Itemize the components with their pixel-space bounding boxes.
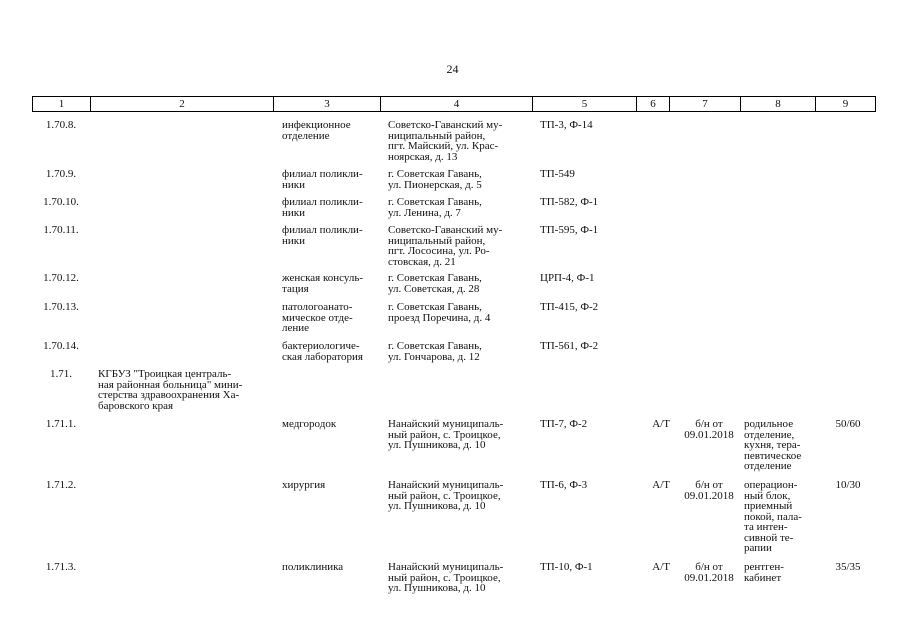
- power-value: 50/60: [835, 418, 861, 430]
- address: Нанайский муниципаль- ный район, с. Троицкое, ул. Пушникова, д. 10: [388, 479, 504, 512]
- row-number: 1.71.1.: [45, 418, 77, 430]
- header-col-1: 1: [32, 96, 91, 112]
- power-source: ТП-549: [540, 168, 575, 180]
- address: Нанайский муниципаль- ный район, с. Троицкое, ул. Пушникова, д. 10: [388, 418, 504, 451]
- premises: рентген- кабинет: [744, 561, 784, 584]
- header-col-7: 7: [670, 96, 741, 112]
- power-source: ТП-415, Ф-2: [540, 301, 599, 313]
- facility: патологоанато- мическое отде- ление: [282, 301, 353, 334]
- address: г. Советская Гавань, проезд Поречина, д. 4: [388, 301, 491, 324]
- facility: поликлиника: [282, 561, 344, 573]
- power-source: ЦРП-4, Ф-1: [540, 272, 595, 284]
- power-source: ТП-582, Ф-1: [540, 196, 599, 208]
- table-header: [32, 96, 876, 112]
- row-number: 1.71.3.: [45, 561, 77, 573]
- facility: женская консуль- тация: [282, 272, 364, 295]
- power-source: ТП-10, Ф-1: [540, 561, 593, 573]
- row-number: 1.70.10.: [43, 196, 79, 208]
- power-value: 10/30: [835, 479, 861, 491]
- facility: филиал поликли- ники: [282, 168, 363, 191]
- header-col-9: 9: [816, 96, 876, 112]
- header-col-5: 5: [533, 96, 637, 112]
- header-col-3: 3: [274, 96, 381, 112]
- category: А/Т: [652, 561, 670, 573]
- power-source: ТП-6, Ф-3: [540, 479, 588, 491]
- row-number: 1.70.9.: [45, 168, 77, 180]
- power-source: ТП-7, Ф-2: [540, 418, 588, 430]
- organization-name: КГБУЗ "Троицкая централь- ная районная больница" мини- стерства здравоохранения Ха- баровского края: [98, 368, 243, 412]
- header-col-6: 6: [637, 96, 670, 112]
- row-number: 1.70.8.: [45, 119, 77, 131]
- premises: родильное отделение, кухня, тера- певтическое отделение: [744, 418, 802, 472]
- power-value: 35/35: [835, 561, 861, 573]
- power-source: ТП-561, Ф-2: [540, 340, 599, 352]
- row-number: 1.71.: [50, 368, 72, 380]
- document: б/н от 09.01.2018: [684, 479, 734, 502]
- document: б/н от 09.01.2018: [684, 561, 734, 584]
- header-col-2: 2: [91, 96, 274, 112]
- header-col-4: 4: [381, 96, 533, 112]
- facility: бактериологиче- ская лаборатория: [282, 340, 363, 363]
- facility: филиал поликли- ники: [282, 224, 363, 247]
- page-number: 24: [446, 62, 459, 76]
- power-source: ТП-3, Ф-14: [540, 119, 593, 131]
- row-number: 1.70.13.: [43, 301, 79, 313]
- premises: операцион- ный блок, приемный покой, пала- та интен- сивной те- рапии: [744, 479, 802, 554]
- facility: инфекционное отделение: [282, 119, 351, 142]
- power-source: ТП-595, Ф-1: [540, 224, 599, 236]
- address: Советско-Гаванский му- ниципальный район, пгт. Майский, ул. Крас- ноярская, д. 13: [388, 119, 503, 163]
- address: г. Советская Гавань, ул. Ленина, д. 7: [388, 196, 482, 219]
- address: г. Советская Гавань, ул. Советская, д. 28: [388, 272, 482, 295]
- facility: филиал поликли- ники: [282, 196, 363, 219]
- row-number: 1.70.12.: [43, 272, 79, 284]
- address: Советско-Гаванский му- ниципальный район, пгт. Лососина, ул. Ро- стовская, д. 21: [388, 224, 503, 268]
- header-col-8: 8: [741, 96, 816, 112]
- facility: медгородок: [282, 418, 337, 430]
- row-number: 1.70.11.: [43, 224, 79, 236]
- address: г. Советская Гавань, ул. Гончарова, д. 12: [388, 340, 482, 363]
- row-number: 1.71.2.: [45, 479, 77, 491]
- row-number: 1.70.14.: [43, 340, 79, 352]
- address: г. Советская Гавань, ул. Пионерская, д. 5: [388, 168, 482, 191]
- facility: хирургия: [282, 479, 326, 491]
- category: А/Т: [652, 418, 670, 430]
- address: Нанайский муниципаль- ный район, с. Троицкое, ул. Пушникова, д. 10: [388, 561, 504, 594]
- document: б/н от 09.01.2018: [684, 418, 734, 441]
- category: А/Т: [652, 479, 670, 491]
